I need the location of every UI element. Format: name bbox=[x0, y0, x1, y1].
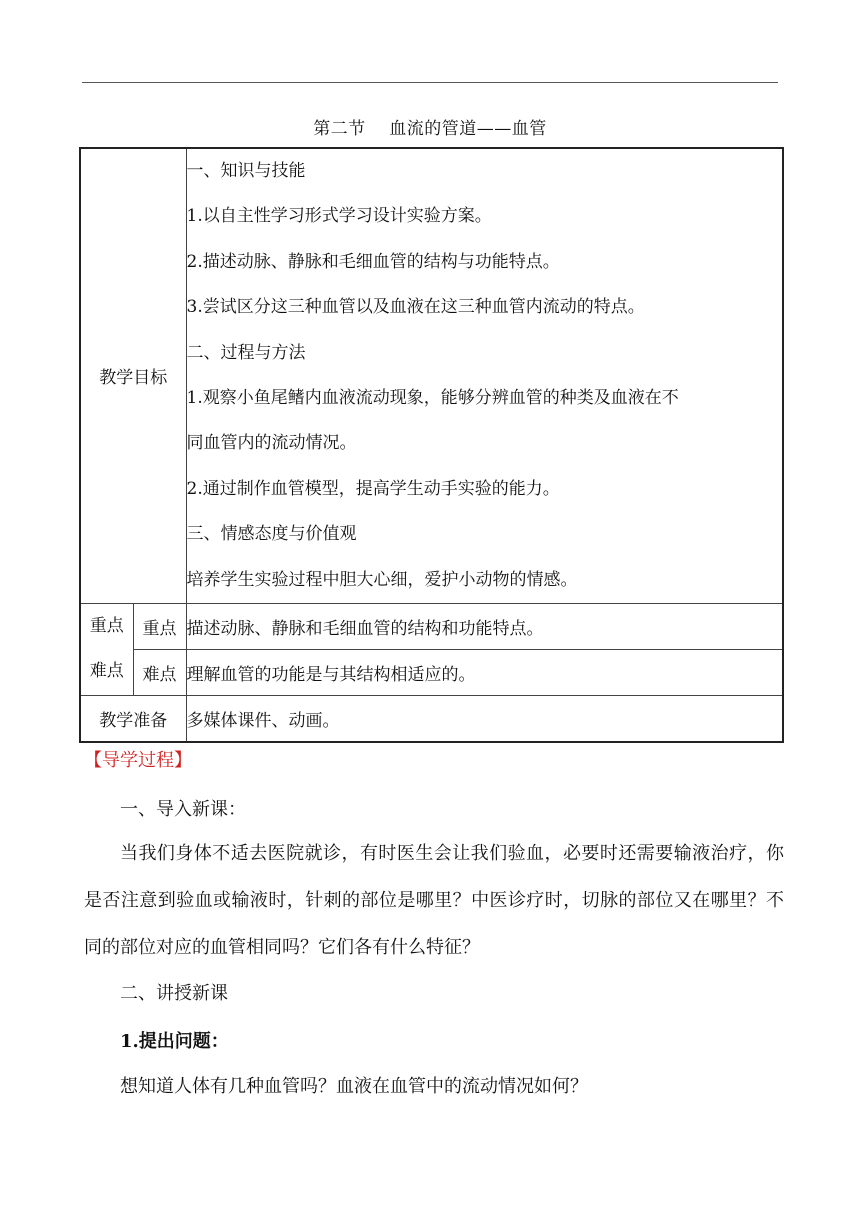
lecture-heading: 二、讲授新课 bbox=[120, 983, 228, 1004]
difficult-text: 理解血管的功能是与其结构相适应的。 bbox=[186, 649, 783, 695]
prep-row bbox=[80, 695, 783, 742]
objective-line: 3.尝试区分这三种血管以及血液在这三种血管内流动的特点。 bbox=[186, 297, 645, 318]
key-difficult-label-bottom: 难点 bbox=[89, 661, 124, 682]
key-point-row bbox=[80, 603, 783, 649]
key-text: 描述动脉、静脉和毛细血管的结构和功能特点。 bbox=[186, 603, 783, 649]
objectives-row bbox=[80, 148, 783, 603]
intro-heading: 一、导入新课： bbox=[120, 799, 246, 820]
question-heading: 1.提出问题： bbox=[120, 1031, 229, 1052]
difficult-label: 难点 bbox=[133, 649, 186, 695]
section-title: 【导学过程】 bbox=[84, 750, 192, 771]
key-difficult-label bbox=[80, 603, 133, 695]
difficult-point-row bbox=[80, 649, 783, 695]
objective-line: 二、过程与方法 bbox=[186, 342, 306, 363]
objective-line: 三、情感态度与价值观 bbox=[186, 524, 357, 545]
prep-label: 教学准备 bbox=[80, 695, 186, 742]
intro-paragraph: 当我们身体不适去医院就诊，有时医生会让我们验血，必要时还需要输液治疗，你是否注意到验血或输液时，针刺的部位是哪里？中医诊疗时，切脉的部位又在哪里？不同的部位对应的血管相同吗？它们各有什么特征？ bbox=[84, 843, 784, 958]
objective-line: 一、知识与技能 bbox=[186, 161, 306, 181]
objective-line: 培养学生实验过程中胆大心细，爱护小动物的情感。 bbox=[186, 569, 578, 590]
objective-line: 1.观察小鱼尾鳍内血液流动现象，能够分辨血管的种类及血液在不 bbox=[186, 387, 679, 408]
objectives-content bbox=[186, 148, 783, 603]
prep-text: 多媒体课件、动画。 bbox=[186, 695, 783, 742]
header-rule bbox=[82, 82, 778, 83]
objective-line: 2.描述动脉、静脉和毛细血管的结构与功能特点。 bbox=[186, 251, 560, 272]
key-difficult-label-top: 重点 bbox=[89, 616, 124, 637]
objective-line: 1.以自主性学习形式学习设计实验方案。 bbox=[186, 206, 492, 227]
key-label: 重点 bbox=[133, 603, 186, 649]
question-text: 想知道人体有几种血管吗？血液在血管中的流动情况如何？ bbox=[120, 1076, 588, 1097]
objective-line: 2.通过制作血管模型，提高学生动手实验的能力。 bbox=[186, 478, 560, 499]
objective-line: 同血管内的流动情况。 bbox=[186, 433, 357, 454]
lesson-plan-table bbox=[79, 147, 784, 743]
page-title: 第二节 血流的管道——血管 bbox=[313, 119, 547, 139]
objectives-label: 教学目标 bbox=[80, 148, 186, 603]
